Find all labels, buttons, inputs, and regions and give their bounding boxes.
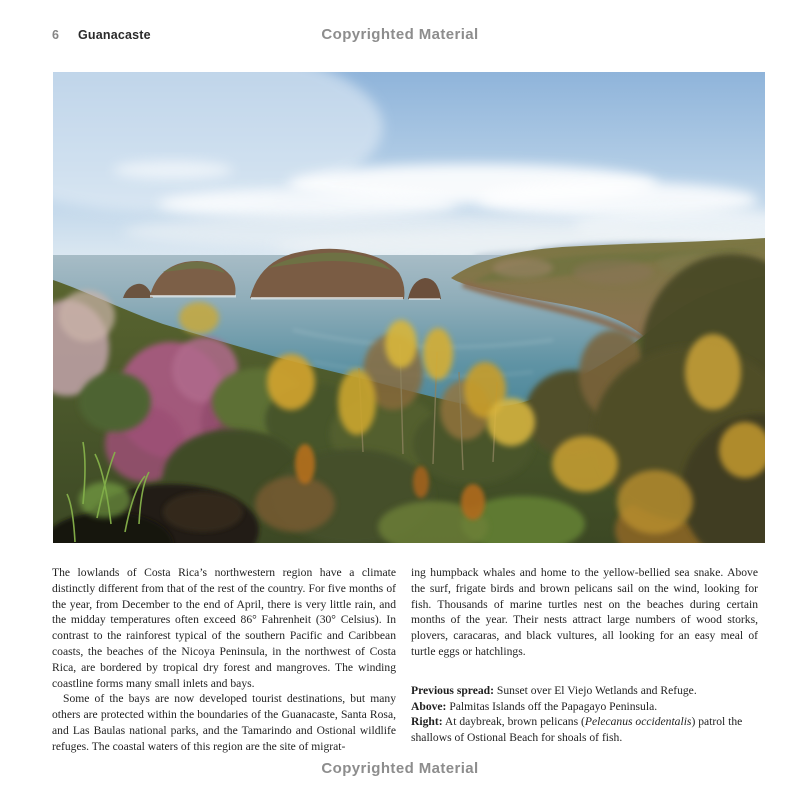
section-title: Guanacaste xyxy=(77,28,151,42)
paragraph: The lowlands of Costa Rica’s northwestern region have a climate distinctly different from that of the rest of the country. For five months of the year, from December to the end of April, there is very little rain, and the midday temperatures often exceed 86° Fahrenheit (30° Celsius). In contrast to the rainforest typical of the southern Pacific and Caribbean coasts, the beaches of the Nicoya Peninsula, in the northwest of Costa Rica, are bordered by tropical dry forest and mangroves. The winding coastline forms many small inlets and bays. xyxy=(52,566,396,690)
caption-right: Right: At daybreak, brown pelicans (Pelecanus occidentalis) patrol the shallows of Ostional Beach for shoals of fish. xyxy=(411,715,743,745)
page-number: 6 xyxy=(52,28,59,42)
left-column xyxy=(52,565,396,755)
copyright-watermark-bottom: Copyrighted Material xyxy=(321,760,479,777)
caption-above: Above: Palmitas Islands off the Papagayo Peninsula. xyxy=(411,699,658,713)
article-body xyxy=(52,565,758,755)
caption-label: Above: xyxy=(411,699,447,713)
caption-label: Previous spread: xyxy=(411,683,494,697)
paragraph: Some of the bays are now developed tourist destinations, but many others are protected within the boundaries of the Guanacaste, Santa Rosa, and Las Baulas national parks, and the Tamarindo and Ostional wildlife refuges. The coastal waters of this region are the site of migrat- xyxy=(52,692,396,753)
caption-previous-spread: Previous spread: Sunset over El Viejo Wetlands and Refuge. xyxy=(411,683,697,697)
photo-captions xyxy=(411,683,758,746)
landscape-photo xyxy=(53,72,765,543)
sky xyxy=(53,72,765,262)
paragraph: ing humpback whales and home to the yellow-bellied sea snake. Above the surf, frigate birds and brown pelicans sail on the wind, looking for fish. Thousands of marine turtles nest on the beaches during certain months of the year. Their nests attract large numbers of wood storks, plovers, caracaras, and black vultures, all looking for an easy meal of turtle eggs or hatchlings. xyxy=(411,566,758,658)
copyright-watermark-top: Copyrighted Material xyxy=(321,26,479,43)
right-column xyxy=(411,565,758,755)
caption-label: Right: xyxy=(411,715,443,729)
landscape-photo-illustration xyxy=(53,72,765,543)
